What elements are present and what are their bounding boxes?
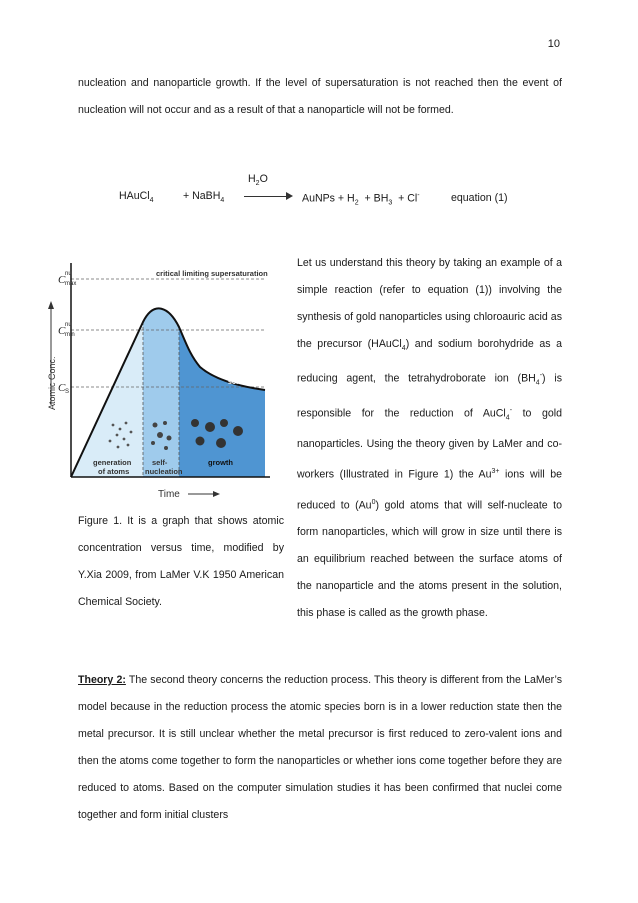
reaction-arrow-head <box>286 192 293 200</box>
equation-reactant-hauCl4: HAuCl$_4$ <box>119 190 154 205</box>
x-axis-label: Time <box>158 489 180 500</box>
equation-label: equation (1) <box>451 192 508 204</box>
cmax-label: C <box>58 274 66 286</box>
cs-sub: S <box>65 389 70 395</box>
equation-reactant-nabh4: + NaBH$_4$ <box>183 190 225 205</box>
equation-solvent-water: $H_2O$ <box>248 173 268 188</box>
figure-caption: Figure 1. It is a graph that shows atomic concentration versus time, modified by Y.Xia 2009, from LaMer V.K 1950 American Chemical Society. <box>78 515 284 608</box>
y-axis-label: Atomic Conc. <box>47 356 57 410</box>
x-axis-arrow-head <box>213 491 220 497</box>
equation-products: AuNPs + $H_2 + BH_3 + Cl^-$ <box>302 192 420 207</box>
page-number: 10 <box>547 38 560 50</box>
reaction-arrow <box>244 196 290 197</box>
lamer-diagram-svg <box>38 255 282 505</box>
cmin-sub: min <box>65 332 75 338</box>
phase1-label-line2: of atoms <box>98 467 130 476</box>
phase2-label-line1: self- <box>152 458 168 467</box>
theory-2-label: Theory 2: <box>78 674 126 686</box>
paragraph-lamer: Let us understand this theory by taking an example of a simple reaction (refer to equation (1)) involving the synthesis of gold nanoparticles using chloroauric acid as the precursor (HAuCl$_4$) and sodium borohydride as a reducing agent, the tetrahydroborate ion $(BH_4^-)$ is responsible for the reduction of AuCl$_4$- to gold nanoparticles. Using the theory given by LaMer and co-workers (Illustrated in Figure 1) the $Au^{3+}$ ions will be reduced to (Au$^0$) gold atoms that will self-nucleate to form nanoparticles, which will grow in size until there is an equilibrium reached between the surface atoms of the nanoparticle and the atoms present in the solution, this phase is called as the growth phase. <box>297 257 562 620</box>
phase2-region <box>143 308 179 477</box>
paragraph-theory-2: Theory 2: The second theory concerns the reduction process. This theory is different from the LaMer’s model because in the reduction process the atomic species born is in a lower reduction state then the metal precursor. It is still unclear whether the metal precursor is first reduced to zero-valent ions and then the atoms come together to form the nanoparticles or whether ions come together before they are reduced to atoms. Based on the computer simulation studies it has been confirmed that nuclei come together and form initial clusters <box>78 674 562 821</box>
phase3-region <box>179 327 265 477</box>
critical-label: critical limiting supersaturation <box>156 269 268 278</box>
cs-label: C <box>58 382 66 394</box>
equation-1 <box>0 172 638 212</box>
cmin-sup: nu <box>65 322 72 328</box>
solubility-label: solubility <box>228 379 259 386</box>
paragraph-intro: nucleation and nanoparticle growth. If the level of supersaturation is not reached then the event of nucleation will not occur and as a result of that a nanoparticle will not be formed. <box>78 77 562 116</box>
cmin-label: C <box>58 325 66 337</box>
phase1-label-line1: generation <box>93 458 132 467</box>
lamer-diagram <box>38 255 282 505</box>
phase3-label: growth <box>208 458 233 467</box>
y-axis-arrow-head <box>48 301 54 309</box>
phase2-label-line2: nucleation <box>145 467 183 476</box>
cmax-sup: nu <box>65 271 72 277</box>
cmax-sub: max <box>65 281 77 287</box>
